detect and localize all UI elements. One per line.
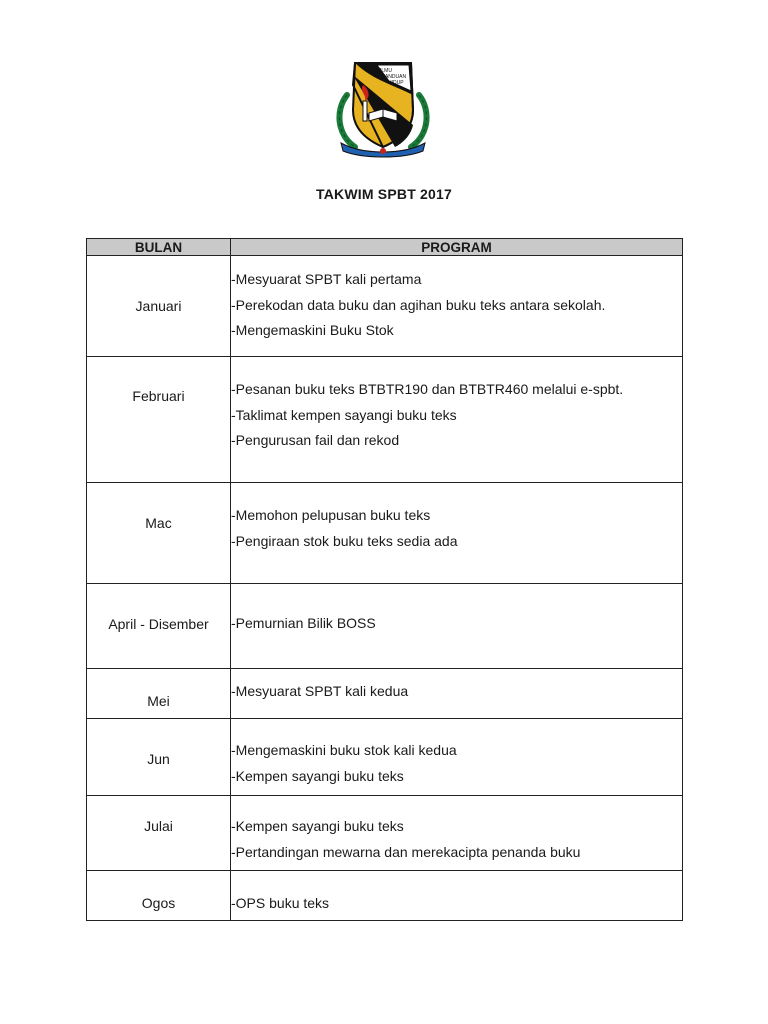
program-cell [231, 483, 683, 584]
program-cell [231, 357, 683, 483]
program-item: -Kempen sayangi buku teks [231, 818, 404, 834]
table-row [87, 357, 683, 483]
program-item: -Pemurnian Bilik BOSS [231, 615, 376, 631]
header-month: BULAN [87, 239, 231, 256]
program-item: -Pertandingan mewarna dan merekacipta penanda buku [231, 843, 581, 860]
program-item: -Mengemaskini Buku Stok [231, 322, 394, 338]
program-cell [231, 584, 683, 669]
table-row [87, 719, 683, 796]
table-row [87, 483, 683, 584]
month-cell: Februari [87, 357, 231, 483]
month-cell: Mei [87, 669, 231, 719]
table-row [87, 796, 683, 871]
month-cell: Mac [87, 483, 231, 584]
table-row [87, 256, 683, 357]
program-item: -Mengemaskini buku stok kali kedua [231, 742, 457, 758]
logo-banner-text: PANDUAN [382, 74, 407, 80]
page-title: TAKWIM SPBT 2017 [316, 186, 452, 202]
month-cell: Julai [87, 796, 231, 871]
logo-banner-text: HIDUP [388, 80, 404, 86]
header-program: PROGRAM [231, 239, 683, 256]
month-cell: Ogos [87, 871, 231, 921]
program-cell [231, 719, 683, 796]
program-item: -Memohon pelupusan buku teks [231, 507, 431, 523]
month-cell: April - Disember [87, 584, 231, 669]
program-item: -OPS buku teks [231, 895, 330, 911]
program-cell [231, 669, 683, 719]
program-item: -Mesyuarat SPBT kali kedua [231, 683, 409, 699]
month-cell: Jun [87, 719, 231, 796]
program-item: -Pesanan buku teks BTBTR190 dan BTBTR460 melalui e-spbt. [231, 381, 624, 397]
logo-banner-text: ILMU [380, 68, 392, 74]
program-item: -Pengurusan fail dan rekod [231, 432, 400, 448]
program-item: -Kempen sayangi buku teks [231, 767, 404, 784]
program-item: -Pengiraan stok buku teks sedia ada [231, 532, 458, 549]
school-crest-logo [333, 55, 433, 160]
table-row [87, 871, 683, 921]
month-cell: Januari [87, 256, 231, 357]
table-row [87, 669, 683, 719]
program-item: -Perekodan data buku dan agihan buku teks antara sekolah. [231, 296, 606, 313]
table-row [87, 584, 683, 669]
program-cell [231, 871, 683, 921]
program-item: -Mesyuarat SPBT kali pertama [231, 271, 422, 287]
takwim-table [86, 238, 683, 921]
table-header-row [87, 239, 683, 256]
program-cell [231, 256, 683, 357]
program-cell [231, 796, 683, 871]
program-item: -Taklimat kempen sayangi buku teks [231, 406, 457, 423]
